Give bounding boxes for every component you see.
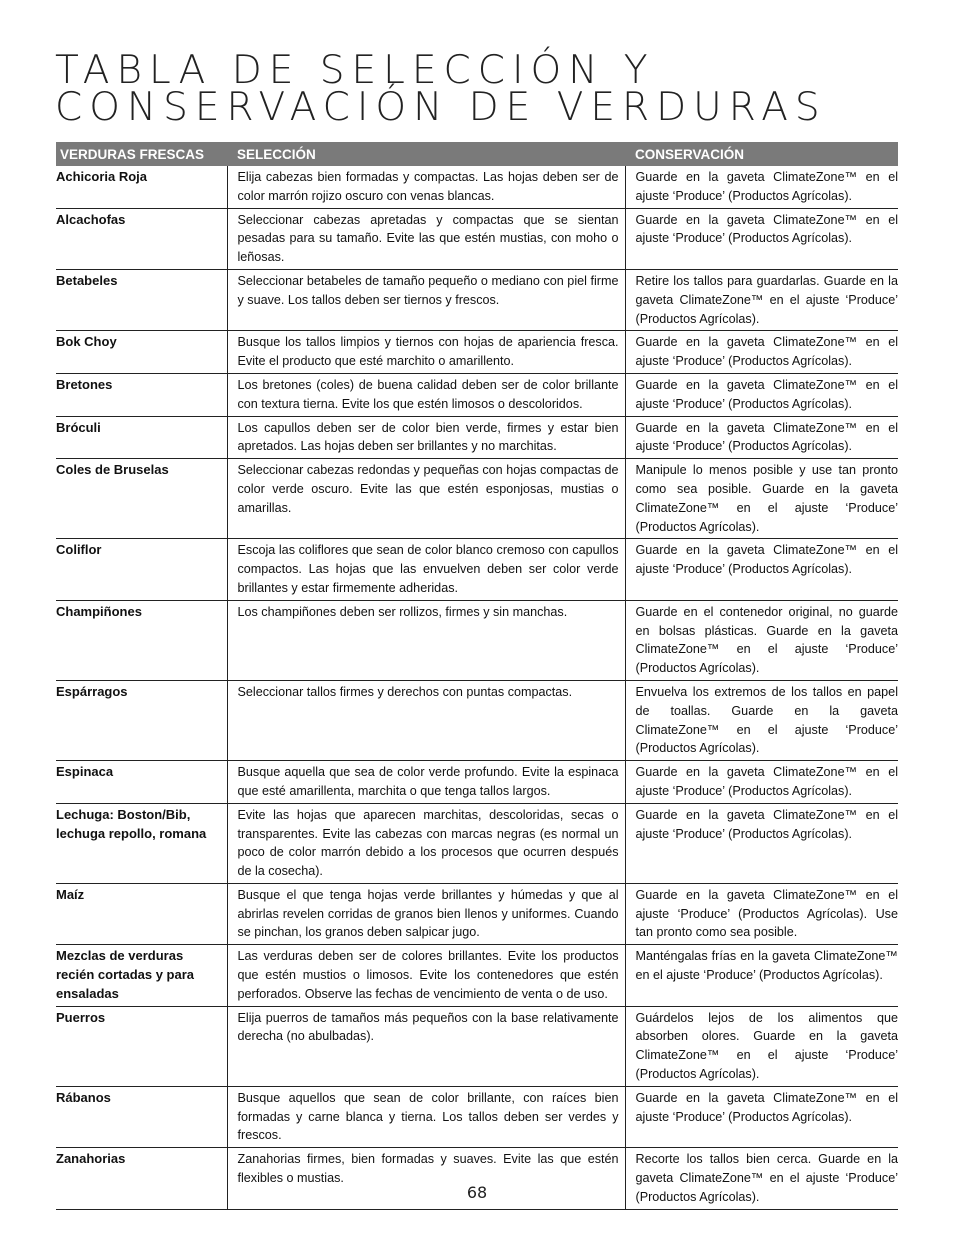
- vegetable-name: Puerros: [56, 1006, 227, 1086]
- table-row: [56, 373, 898, 416]
- selection-text: Evite las hojas que aparecen marchitas, descoloridas, secas o transparentes. Evite las cabezas con marcas negras (es normal un poco de color marrón debido a los procesos que ocurren después de la cosecha).: [227, 803, 625, 883]
- storage-text: Guárdelos lejos de los alimentos que absorben olores. Guarde en la gaveta ClimateZone™ en el ajuste ‘Produce’ (Productos Agrícolas).: [625, 1006, 898, 1086]
- table-row: [56, 1006, 898, 1086]
- storage-text: Guarde en la gaveta ClimateZone™ en el ajuste ‘Produce’ (Productos Agrícolas).: [625, 331, 898, 374]
- table-row: [56, 883, 898, 944]
- page-title: [55, 48, 915, 130]
- vegetable-name: Mezclas de verduras recién cortadas y para ensaladas: [56, 945, 227, 1006]
- table-row: [56, 803, 898, 883]
- vegetable-name: Bretones: [56, 373, 227, 416]
- selection-text: Seleccionar betabeles de tamaño pequeño o mediano con piel firme y suave. Los tallos deben ser tiernos y frescos.: [227, 269, 625, 330]
- vegetable-name: Coliflor: [56, 539, 227, 600]
- selection-text: Busque los tallos limpios y tiernos con hojas de apariencia fresca. Evite el producto que esté marchito o amarillento.: [227, 331, 625, 374]
- table-row: [56, 1086, 898, 1147]
- storage-text: Guarde en el contenedor original, no guarde en bolsas plásticas. Guarde en la gaveta ClimateZone™ en el ajuste ‘Produce’ (Productos Agrícolas).: [625, 600, 898, 680]
- table-row: [56, 208, 898, 269]
- storage-text: Manténgalas frías en la gaveta ClimateZone™ en el ajuste ‘Produce’ (Productos Agrícolas).: [625, 945, 898, 1006]
- table-row: [56, 945, 898, 1006]
- selection-text: Zanahorias firmes, bien formadas y suaves. Evite las que estén flexibles o mustias.: [227, 1148, 625, 1209]
- vegetable-name: Coles de Bruselas: [56, 459, 227, 539]
- vegetable-name: Espárragos: [56, 680, 227, 760]
- storage-text: Guarde en la gaveta ClimateZone™ en el ajuste ‘Produce’ (Productos Agrícolas).: [625, 416, 898, 459]
- table-row: [56, 539, 898, 600]
- table-row: [56, 166, 898, 208]
- selection-text: Los capullos deben ser de color bien verde, firmes y estar bien apretados. Las hojas deben ser brillantes y no marchitas.: [227, 416, 625, 459]
- vegetable-name: Bok Choy: [56, 331, 227, 374]
- vegetable-name: Achicoria Roja: [56, 166, 227, 208]
- storage-text: Guarde en la gaveta ClimateZone™ en el ajuste ‘Produce’ (Productos Agrícolas). Use tan pronto como sea posible.: [625, 883, 898, 944]
- storage-text: Recorte los tallos bien cerca. Guarde en la gaveta ClimateZone™ en el ajuste ‘Produce’ (Productos Agrícolas).: [625, 1148, 898, 1209]
- storage-text: Guarde en la gaveta ClimateZone™ en el ajuste ‘Produce’ (Productos Agrícolas).: [625, 761, 898, 804]
- table-row: [56, 416, 898, 459]
- vegetable-name: Maíz: [56, 883, 227, 944]
- storage-text: Guarde en la gaveta ClimateZone™ en el ajuste ‘Produce’ (Productos Agrícolas).: [625, 166, 898, 208]
- table-row: [56, 680, 898, 760]
- selection-text: Los bretones (coles) de buena calidad deben ser de color brillante con textura tierna. Evite los que estén limosos o descoloridos.: [227, 373, 625, 416]
- vegetable-name: Lechuga: Boston/Bib, lechuga repollo, romana: [56, 803, 227, 883]
- vegetable-name: Bróculi: [56, 416, 227, 459]
- selection-text: Elija puerros de tamaños más pequeños con la base relativamente derecha (no abulbadas).: [227, 1006, 625, 1086]
- selection-text: Busque el que tenga hojas verde brillantes y húmedas y que al abrirlas revelen corridas de granos bien llenos y uniformes. Cuando se pinchan, los granos deben salpicar jugo.: [227, 883, 625, 944]
- selection-text: Busque aquella que sea de color verde profundo. Evite la espinaca que esté amarillenta, marchita o que tenga tallos largos.: [227, 761, 625, 804]
- vegetable-name: Betabeles: [56, 269, 227, 330]
- selection-text: Busque aquellos que sean de color brillante, con raíces bien formadas y carne blanca y tierna. Los tallos deben ser verdes y frescos.: [227, 1086, 625, 1147]
- vegetable-name: Alcachofas: [56, 208, 227, 269]
- selection-text: Seleccionar cabezas redondas y pequeñas con hojas compactas de color verde oscuro. Evite las que estén esponjosas, mustias o amarillas.: [227, 459, 625, 539]
- page-title-line-2: CONSERVACIÓN DE VERDURAS: [55, 85, 827, 130]
- header-fresh-vegetables: VERDURAS FRESCAS: [56, 142, 227, 166]
- header-selection: SELECCIÓN: [227, 142, 625, 166]
- storage-text: Guarde en la gaveta ClimateZone™ en el ajuste ‘Produce’ (Productos Agrícolas).: [625, 1086, 898, 1147]
- table-row: [56, 269, 898, 330]
- header-storage: CONSERVACIÓN: [625, 142, 898, 166]
- selection-text: Los champiñones deben ser rollizos, firmes y sin manchas.: [227, 600, 625, 680]
- table-row: [56, 600, 898, 680]
- storage-text: Manipule lo menos posible y use tan pronto como sea posible. Guarde en la gaveta ClimateZone™ en el ajuste ‘Produce’ (Productos Agrícolas).: [625, 459, 898, 539]
- selection-text: Seleccionar cabezas apretadas y compactas que se sientan pesadas para su tamaño. Evite las que estén mustias, con moho o leñosas.: [227, 208, 625, 269]
- page-title-line-1: TABLA DE SELECCIÓN Y: [55, 48, 655, 93]
- storage-text: Guarde en la gaveta ClimateZone™ en el ajuste ‘Produce’ (Productos Agrícolas).: [625, 539, 898, 600]
- selection-text: Seleccionar tallos firmes y derechos con puntas compactas.: [227, 680, 625, 760]
- selection-text: Escoja las coliflores que sean de color blanco cremoso con capullos compactos. Las hojas que las envuelven deben ser color verde brillantes y estar firmemente adheridas.: [227, 539, 625, 600]
- vegetable-table: [56, 142, 898, 1210]
- storage-text: Guarde en la gaveta ClimateZone™ en el ajuste ‘Produce’ (Productos Agrícolas).: [625, 373, 898, 416]
- table-row: [56, 459, 898, 539]
- vegetable-name: Espinaca: [56, 761, 227, 804]
- vegetable-name: Zanahorias: [56, 1148, 227, 1209]
- table-header-row: [56, 142, 898, 166]
- storage-text: Guarde en la gaveta ClimateZone™ en el ajuste ‘Produce’ (Productos Agrícolas).: [625, 208, 898, 269]
- vegetable-name: Rábanos: [56, 1086, 227, 1147]
- table-row: [56, 761, 898, 804]
- selection-text: Las verduras deben ser de colores brillantes. Evite los productos que estén mustios o limosos. Evite los contenedores que estén perforados. Observe las fechas de vencimiento de venta o de uso.: [227, 945, 625, 1006]
- selection-text: Elija cabezas bien formadas y compactas. Las hojas deben ser de color marrón rojizo oscuro con venas blancas.: [227, 166, 625, 208]
- page-number: 68: [466, 1183, 488, 1202]
- storage-text: Retire los tallos para guardarlas. Guarde en la gaveta ClimateZone™ en el ajuste ‘Produce’ (Productos Agrícolas).: [625, 269, 898, 330]
- table-row: [56, 331, 898, 374]
- storage-text: Guarde en la gaveta ClimateZone™ en el ajuste ‘Produce’ (Productos Agrícolas).: [625, 803, 898, 883]
- storage-text: Envuelva los extremos de los tallos en papel de toallas. Guarde en la gaveta ClimateZone™ en el ajuste ‘Produce’ (Productos Agrícolas).: [625, 680, 898, 760]
- vegetable-name: Champiñones: [56, 600, 227, 680]
